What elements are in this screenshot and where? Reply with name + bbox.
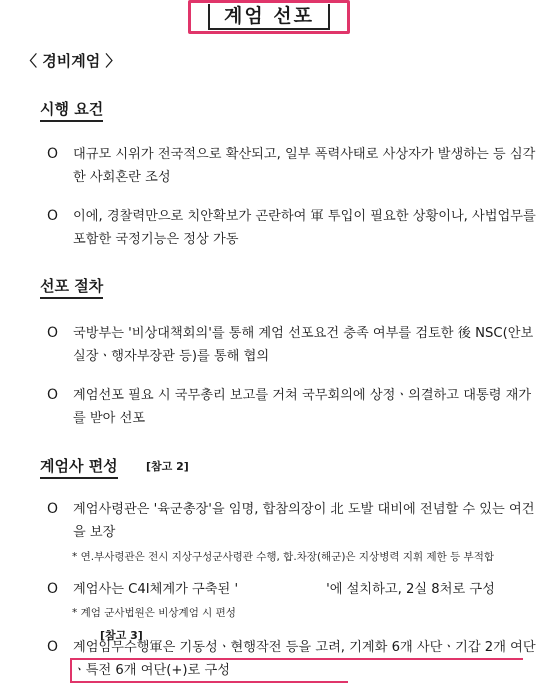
highlight-bracket bbox=[70, 658, 72, 683]
list-item bbox=[47, 498, 537, 544]
subtitle: 〈 경비계엄 〉 bbox=[22, 52, 121, 70]
bullet-mark: O bbox=[47, 387, 59, 403]
title-highlight-box bbox=[188, 0, 350, 34]
reference-tag: [참고 3] bbox=[100, 629, 143, 642]
bullet-mark: O bbox=[47, 325, 59, 341]
list-item-text bbox=[73, 578, 537, 601]
section-heading-organization: 계엄사 편성 bbox=[40, 455, 118, 479]
list-item-text: 이에, 경찰력만으로 치안확보가 곤란하여 軍 투입이 필요한 상황이나, 사법업무를 포함한 국정기능은 정상 가동 bbox=[73, 209, 536, 247]
highlight-underline bbox=[70, 681, 348, 683]
list-item-text: 계엄사령관은 '육군총장'을 임명, 합참의장이 北 도발 대비에 전념할 수 있는 여건을 보장 bbox=[73, 502, 535, 540]
list-item-text: 국방부는 '비상대책회의'를 통해 계엄 선포요건 충족 여부를 검토한 後 NSC(안보실장ㆍ행자부장관 등)를 통해 협의 bbox=[73, 326, 534, 364]
reference-tag: [참고 2] bbox=[146, 460, 189, 473]
bullet-mark: O bbox=[47, 581, 59, 597]
list-item bbox=[47, 578, 537, 601]
list-item-text: 계엄임무수행軍은 기동성ㆍ현행작전 등을 고려, 기계화 6개 사단ㆍ기갑 2개 여단ㆍ특전 6개 여단(+)로 구성 bbox=[73, 640, 536, 678]
bullet-mark: O bbox=[47, 639, 59, 655]
bullet-mark: O bbox=[47, 146, 59, 162]
page-title: 계엄 선포 bbox=[208, 4, 330, 30]
highlight-underline bbox=[70, 658, 523, 660]
section-heading-procedure: 선포 절차 bbox=[40, 275, 103, 299]
footnote: * 연.부사령관은 전시 지상구성군사령관 수행, 합.차장(해군)은 지상병력 지휘 제한 등 부적합 bbox=[72, 551, 494, 563]
list-item bbox=[47, 322, 537, 368]
list-item bbox=[47, 384, 537, 430]
bullet-mark: O bbox=[47, 501, 59, 517]
bullet-mark: O bbox=[47, 208, 59, 224]
list-item-text: 대규모 시위가 전국적으로 확산되고, 일부 폭력사태로 사상자가 발생하는 등 심각한 사회혼란 조성 bbox=[73, 147, 536, 185]
section-heading-requirements: 시행 요건 bbox=[40, 98, 103, 122]
list-item bbox=[47, 143, 537, 189]
list-item bbox=[47, 205, 537, 251]
footnote: * 계엄 군사법원은 비상계엄 시 편성 bbox=[72, 607, 236, 619]
list-item-text-head: 계엄사는 C4I체계가 구축된 ' bbox=[73, 582, 239, 597]
list-item-text: 계엄선포 필요 시 국무총리 보고를 거쳐 국무회의에 상정ㆍ의결하고 대통령 재가를 받아 선포 bbox=[73, 388, 532, 426]
list-item-text-tail: '에 설치하고, 2실 8처로 구성 bbox=[326, 582, 495, 597]
